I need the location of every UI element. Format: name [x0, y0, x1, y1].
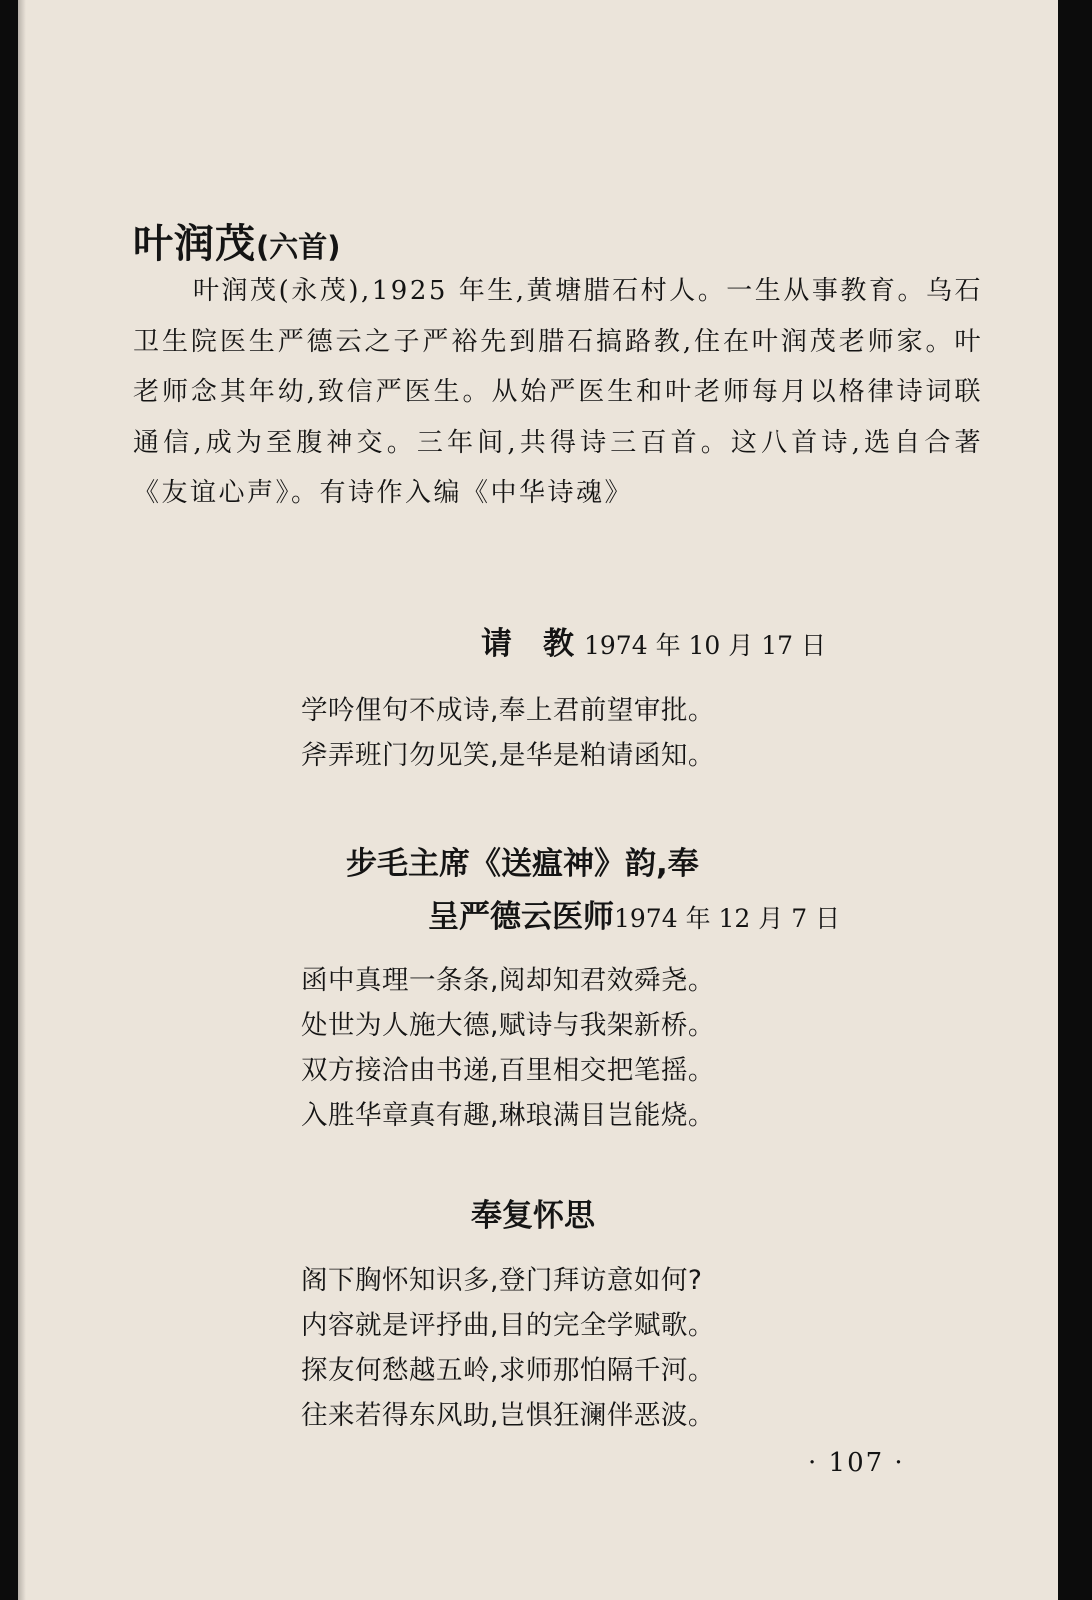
author-bio: 叶润茂(永茂),1925 年生,黄塘腊石村人。一生从事教育。乌石卫生院医生严德云之子严裕先到腊石搞路教,住在叶润茂老师家。叶老师念其年幼,致信严医生。从始严医生和叶老师每月以格律诗词联通信,成为至腹神交。三年间,共得诗三百首。这八首诗,选自合著《友谊心声》。有诗作入编《中华诗魂》: [133, 276, 983, 508]
poem-title-text: 请 教: [481, 626, 574, 662]
poem-lines-1: [301, 688, 715, 778]
poem-line: 往来若得东风助,岂惧狂澜伴恶波。: [301, 1400, 715, 1431]
poem-title-3: 奉复怀思: [471, 1198, 595, 1234]
poem-line: 探友何愁越五岭,求师那怕隔千河。: [301, 1355, 715, 1386]
page-edge-shadow: [18, 0, 26, 1600]
poem-date: 1974 年 10 月 17 日: [584, 631, 826, 660]
poem-line: 学吟俚句不成诗,奉上君前望审批。: [301, 695, 715, 726]
book-page: [18, 0, 1058, 1600]
author-name: 叶润茂: [133, 221, 256, 267]
author-heading: [133, 212, 341, 269]
poem-line: 函中真理一条条,阅却知君效舜尧。: [301, 965, 715, 996]
poem-line: 处世为人施大德,赋诗与我架新桥。: [301, 1010, 715, 1041]
poem-line: 斧弄班门勿见笑,是华是粕请函知。: [301, 740, 715, 771]
poem-line: 双方接洽由书递,百里相交把笔摇。: [301, 1055, 715, 1086]
poem-line: 阁下胸怀知识多,登门拜访意如何?: [301, 1265, 703, 1296]
poem-title-1: [481, 618, 826, 663]
poem-lines-3: [301, 1258, 715, 1438]
poem-lines-2: [301, 958, 715, 1138]
page-number: · 107 ·: [808, 1448, 905, 1478]
poem-count: (六首): [256, 230, 341, 264]
poem-title-2-line2: [428, 891, 840, 936]
poem-date: 1974 年 12 月 7 日: [614, 904, 841, 933]
poem-line: 入胜华章真有趣,琳琅满目岂能烧。: [301, 1100, 715, 1131]
poem-title-2-line1: 步毛主席《送瘟神》韵,奉: [346, 846, 699, 882]
poem-title-text: 呈严德云医师: [428, 899, 614, 935]
poem-line: 内容就是评抒曲,目的完全学赋歌。: [301, 1310, 715, 1341]
